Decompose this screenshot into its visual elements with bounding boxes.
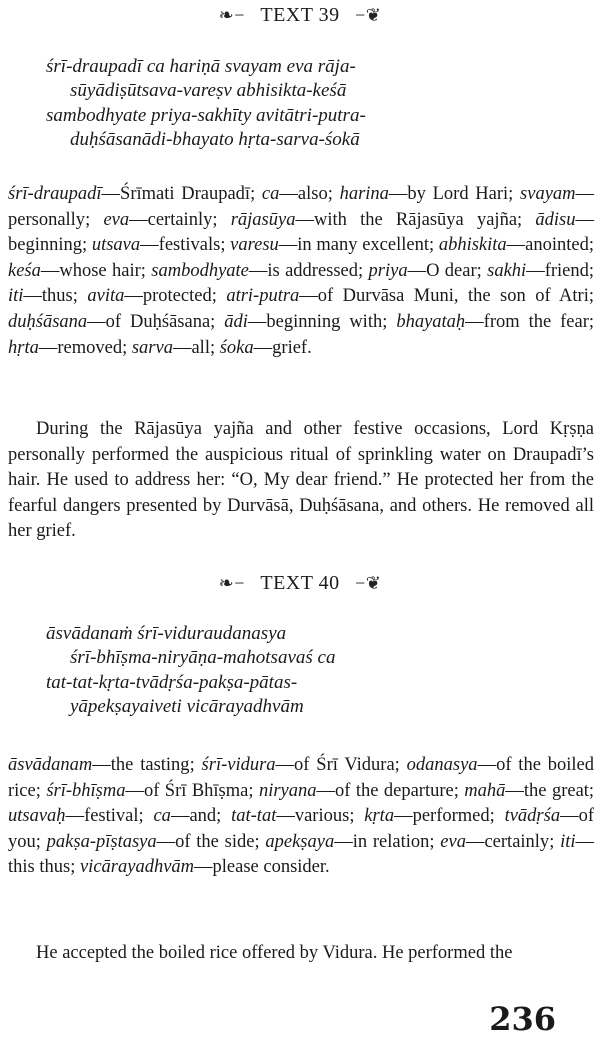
- sanskrit-word: utsava: [91, 235, 141, 256]
- word-meaning: all: [191, 337, 210, 358]
- sanskrit-word: ca: [261, 184, 280, 204]
- word-meaning: Śrīmati Draupadī: [120, 184, 251, 204]
- verse-line: āsvādanaṁ śrī-viduraudanasya: [46, 623, 287, 644]
- sanskrit-word: śrī-bhīṣma: [46, 780, 126, 801]
- word-meaning: of Durvāsa Muni, the son of Atri: [317, 286, 589, 307]
- sanskrit-word: iti: [8, 286, 24, 307]
- text-40-label: TEXT 40: [260, 572, 340, 594]
- sanskrit-word: keśa: [8, 260, 41, 281]
- word-meaning: personally: [8, 209, 86, 230]
- verse-line: sūyādiṣūtsava-vareṣv abhisikta-keśā: [70, 80, 347, 102]
- sanskrit-word: svayam: [520, 184, 576, 204]
- text-39-purport: During the Rājasūya yajña and other festive occasions, Lord Kṛṣṇa personally performed the auspicious ritual of sprinkling water on Draupadī’s hair. He used to address her: “O, My dear friend.” He protected her from the fearful dangers presented by Durvāsā, Duḥśāsana, and others. He removed all her grief.: [8, 419, 594, 542]
- sanskrit-word: tvādṛśa: [504, 806, 561, 827]
- word-meaning: performed: [412, 806, 490, 827]
- verse-line: duḥśāsanādi-bhayato hṛta-sarva-śokā: [70, 128, 360, 150]
- sanskrit-word: bhayataḥ: [396, 311, 466, 332]
- word-meaning: in many excellent: [297, 235, 429, 256]
- word-meaning: beginning with: [266, 311, 383, 332]
- sanskrit-word: ādisu: [535, 209, 576, 230]
- sanskrit-word: apekṣaya: [265, 831, 335, 852]
- sanskrit-word: eva: [103, 209, 130, 230]
- sanskrit-word: śrī-vidura: [201, 755, 276, 775]
- word-meaning: of the side: [175, 831, 255, 852]
- sanskrit-word: duḥśāsana: [8, 311, 88, 332]
- word-meaning: of the boiled rice: [8, 755, 594, 801]
- word-meaning: whose hair: [59, 260, 141, 281]
- text-39-word-meanings: śrī-draupadī—Śrīmati Draupadī; ca—also; harina—by Lord Hari; svayam—personally; eva—certainly; rājasūya—with the Rājasūya yajña; ādisu—beginning; utsava—festivals; varesu—in many excellent; abhiskita—anointed; keśa—whose hair; sambodhyate—is addressed; priya—O dear; sakhi—friend; iti—thus; avita—protected; atri-putra—of Durvāsa Muni, the son of Atri; duḥśāsana—of Duḥśāsana; ādi—beginning with; bhayataḥ—from the fear; hṛta—removed; sarva—all; śoka—grief.: [8, 184, 595, 358]
- word-meaning: beginning: [8, 235, 82, 256]
- word-meaning: this thus: [8, 857, 71, 878]
- word-meaning: removed: [57, 337, 123, 358]
- sanskrit-word: harina: [339, 184, 389, 204]
- word-meaning: the tasting: [110, 755, 190, 775]
- word-meaning: with the Rājasūya yajña: [313, 209, 518, 230]
- word-meaning: the great: [523, 780, 589, 801]
- word-meaning: in relation: [352, 831, 430, 852]
- word-meaning: friend: [544, 260, 589, 281]
- word-meaning: protected: [142, 286, 212, 307]
- page-number: 236: [489, 1000, 556, 1038]
- left-ornament-icon: ❧−: [218, 573, 245, 593]
- word-meaning: certainly: [147, 209, 213, 230]
- left-ornament-icon: ❧−: [218, 5, 245, 25]
- sanskrit-word: niryana: [258, 780, 317, 801]
- sanskrit-word: āsvādanam: [8, 755, 93, 775]
- verse-line: sambodhyate priya-sakhīty avitātri-putra-: [46, 104, 366, 126]
- sanskrit-word: varesu: [230, 235, 279, 256]
- word-meaning: O dear: [426, 260, 477, 281]
- sanskrit-word: atri-putra: [226, 286, 300, 307]
- word-meaning: various: [294, 806, 350, 827]
- word-meaning: from the fear: [483, 311, 589, 332]
- word-meaning: please consider.: [212, 857, 330, 878]
- word-meaning: by Lord Hari: [407, 184, 509, 204]
- sanskrit-word: priya: [368, 260, 408, 281]
- text-40-verse: [46, 622, 566, 719]
- word-meaning: of Duḥśāsana: [105, 311, 211, 332]
- sanskrit-word: eva: [440, 831, 466, 852]
- sanskrit-word: śrī-draupadī: [8, 184, 102, 204]
- sanskrit-word: mahā: [464, 780, 506, 801]
- text-40-purport: He accepted the boiled rice offered by Vidura. He performed the: [36, 943, 513, 963]
- sanskrit-word: ādi: [224, 311, 248, 332]
- sanskrit-word: abhiskita: [438, 235, 507, 256]
- sanskrit-word: sarva: [131, 337, 173, 358]
- sanskrit-word: rājasūya: [230, 209, 296, 230]
- word-meaning: of Śrī Vidura: [294, 755, 395, 775]
- word-meaning: certainly: [484, 831, 550, 852]
- sanskrit-word: sakhi: [487, 260, 527, 281]
- word-meaning: anointed: [525, 235, 589, 256]
- sanskrit-word: utsavaḥ: [8, 806, 66, 827]
- word-meaning: and: [189, 806, 217, 827]
- sanskrit-word: śoka: [219, 337, 254, 358]
- word-meaning: of Śrī Bhīṣma: [143, 780, 249, 801]
- word-meaning: of the departure: [335, 780, 454, 801]
- sanskrit-word: odanasya: [406, 755, 478, 775]
- text-39-label: TEXT 39: [260, 4, 340, 26]
- sanskrit-word: kṛta: [364, 806, 395, 827]
- word-meaning: also: [297, 184, 328, 204]
- sanskrit-word: vicārayadhvām: [79, 857, 195, 878]
- word-meaning: is addressed: [267, 260, 359, 281]
- word-meaning: of you: [8, 806, 594, 852]
- sanskrit-word: tat-tat: [231, 806, 277, 827]
- text-39-heading: [0, 4, 600, 27]
- sanskrit-word: avita: [87, 286, 125, 307]
- word-meaning: festival: [84, 806, 139, 827]
- right-ornament-icon: −❦: [355, 573, 382, 593]
- sanskrit-word: pakṣa-pīṣtasya: [46, 831, 157, 852]
- word-meaning: festivals: [158, 235, 221, 256]
- sanskrit-word: hṛta: [8, 337, 39, 358]
- verse-line: śrī-bhīṣma-niryāṇa-mahotsavaś ca: [70, 647, 336, 669]
- text-39-verse: [46, 55, 566, 152]
- word-meaning: thus: [41, 286, 73, 307]
- sanskrit-word: sambodhyate: [151, 260, 249, 281]
- verse-line: śrī-draupadī ca hariṇā svayam eva rāja-: [46, 56, 356, 77]
- sanskrit-word: iti: [560, 831, 576, 852]
- sanskrit-word: ca: [153, 806, 171, 827]
- text-40-heading: [0, 572, 600, 595]
- verse-line: tat-tat-kṛta-tvādṛśa-pakṣa-pātas-: [46, 671, 298, 693]
- text-40-word-meanings: āsvādanam—the tasting; śrī-vidura—of Śrī Vidura; odanasya—of the boiled rice; śrī-bhīṣma—of Śrī Bhīṣma; niryana—of the departure; mahā—the great; utsavaḥ—festival; ca—and; tat-tat—various; kṛta—performed; tvādṛśa—of you; pakṣa-pīṣtasya—of the side; apekṣaya—in relation; eva—certainly; iti—this thus; vicārayadhvām—please consider.: [8, 755, 595, 878]
- right-ornament-icon: −❦: [355, 5, 382, 25]
- verse-line: yāpekṣayaiveti vicārayadhvām: [70, 695, 304, 717]
- word-meaning: grief.: [272, 337, 312, 358]
